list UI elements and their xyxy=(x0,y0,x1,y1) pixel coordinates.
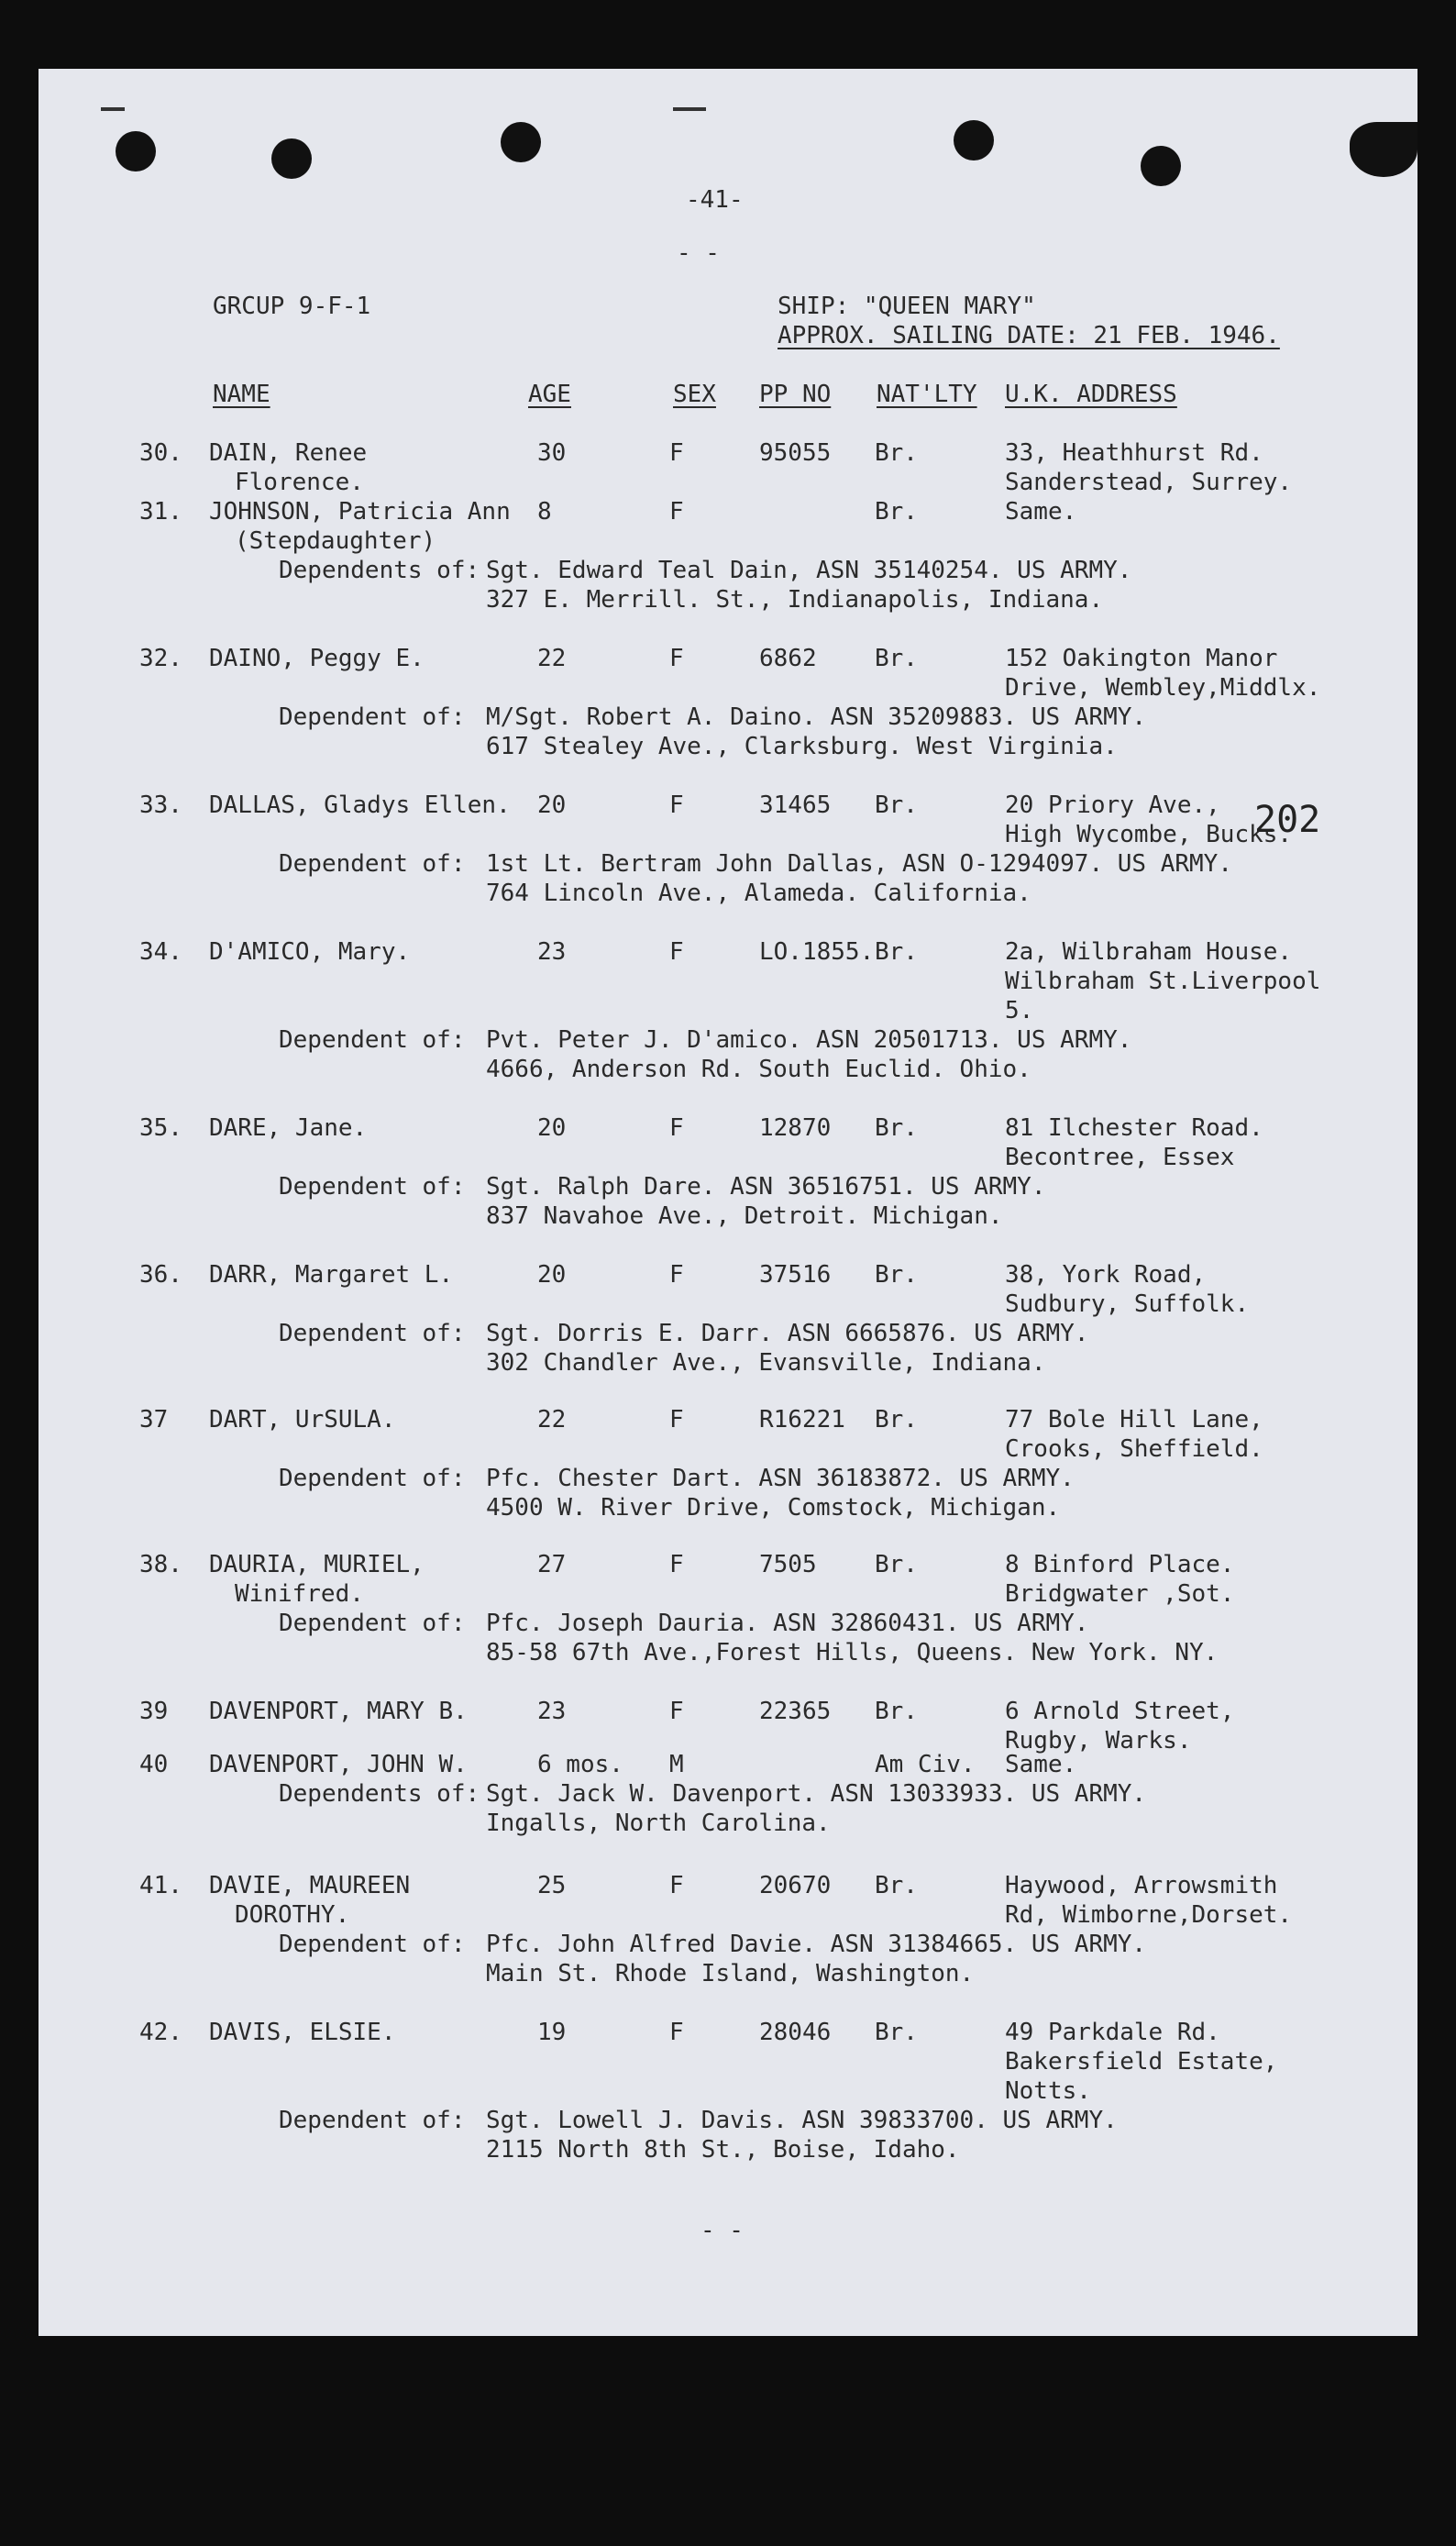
ink-speck xyxy=(101,107,125,111)
punch-hole xyxy=(954,120,994,161)
dependent-label: Dependent of: xyxy=(279,1173,466,1201)
entry-nationality: Br. xyxy=(875,1872,918,1899)
entry-address-line: Haywood, Arrowsmith xyxy=(1005,1872,1278,1899)
entry-address-line: 77 Bole Hill Lane, xyxy=(1005,1406,1263,1434)
entry-passport-no: 20670 xyxy=(759,1872,832,1899)
entry-number: 36. xyxy=(139,1261,182,1289)
dependent-address: 85-58 67th Ave.,Forest Hills, Queens. New York. NY. xyxy=(486,1639,1219,1666)
entry-passport-no: 31465 xyxy=(759,791,832,819)
entry-age: 23 xyxy=(537,938,567,966)
entry-sex: F xyxy=(669,1406,684,1434)
dependent-sponsor: 1st Lt. Bertram John Dallas, ASN O-1294097. US ARMY. xyxy=(486,850,1232,878)
entry-sex: F xyxy=(669,1551,684,1578)
entry-age: 22 xyxy=(537,645,567,672)
entry-passport-no: 95055 xyxy=(759,439,832,467)
entry-nationality: Am Civ. xyxy=(875,1751,976,1778)
punch-hole xyxy=(1141,146,1181,186)
dependent-address: 617 Stealey Ave., Clarksburg. West Virginia. xyxy=(486,733,1118,760)
entry-age: 23 xyxy=(537,1698,567,1725)
entry-sex: F xyxy=(669,645,684,672)
entry-name-continued: (Stepdaughter) xyxy=(235,527,436,555)
dependent-label: Dependent of: xyxy=(279,1931,466,1958)
dependent-address: Ingalls, North Carolina. xyxy=(486,1810,831,1837)
entry-nationality: Br. xyxy=(875,1114,918,1142)
entry-nationality: Br. xyxy=(875,498,918,526)
entry-address-line: Drive, Wembley,Middlx. xyxy=(1005,674,1321,702)
col-nationality: NAT'LTY xyxy=(877,381,977,408)
entry-name: DAVIE, MAUREEN xyxy=(209,1872,411,1899)
entry-age: 25 xyxy=(537,1872,567,1899)
entry-name: DAINO, Peggy E. xyxy=(209,645,425,672)
dependent-label: Dependents of: xyxy=(279,557,480,584)
punch-hole xyxy=(116,131,156,172)
entry-sex: F xyxy=(669,1698,684,1725)
entry-passport-no: R16221 xyxy=(759,1406,845,1434)
page-number: -41- xyxy=(686,186,744,214)
dependent-address: 2115 North 8th St., Boise, Idaho. xyxy=(486,2136,960,2164)
entry-sex: F xyxy=(669,1261,684,1289)
entry-nationality: Br. xyxy=(875,1698,918,1725)
entry-nationality: Br. xyxy=(875,2019,918,2046)
entry-address-line: Sudbury, Suffolk. xyxy=(1005,1290,1250,1318)
entry-address-line: 2a, Wilbraham House. xyxy=(1005,938,1293,966)
entry-address-line: 152 Oakington Manor xyxy=(1005,645,1278,672)
dependent-sponsor: Sgt. Lowell J. Davis. ASN 39833700. US ARMY. xyxy=(486,2107,1118,2134)
torn-corner xyxy=(1350,122,1417,177)
entry-number: 37 xyxy=(139,1406,169,1434)
entry-address-line: 49 Parkdale Rd. xyxy=(1005,2019,1220,2046)
dependent-sponsor: Sgt. Edward Teal Dain, ASN 35140254. US ARMY. xyxy=(486,557,1132,584)
entry-sex: F xyxy=(669,439,684,467)
entry-address-line: Rugby, Warks. xyxy=(1005,1727,1192,1755)
dependent-label: Dependent of: xyxy=(279,1610,466,1637)
entry-sex: F xyxy=(669,2019,684,2046)
dependent-label: Dependents of: xyxy=(279,1780,480,1808)
entry-number: 31. xyxy=(139,498,182,526)
entry-passport-no: LO.1855. xyxy=(759,938,875,966)
col-sex: SEX xyxy=(673,381,716,408)
entry-nationality: Br. xyxy=(875,1406,918,1434)
entry-address-line: Bakersfield Estate, xyxy=(1005,2048,1278,2076)
entry-address-line: High Wycombe, Bucks. xyxy=(1005,821,1293,848)
entry-sex: M xyxy=(669,1751,684,1778)
stamp-number: 202 xyxy=(1254,799,1321,841)
entry-number: 41. xyxy=(139,1872,182,1899)
dependent-sponsor: Sgt. Dorris E. Darr. ASN 6665876. US ARMY. xyxy=(486,1320,1089,1347)
entry-address-line: 33, Heathhurst Rd. xyxy=(1005,439,1263,467)
entry-sex: F xyxy=(669,1114,684,1142)
entry-nationality: Br. xyxy=(875,1261,918,1289)
dependent-sponsor: Pfc. Chester Dart. ASN 36183872. US ARMY. xyxy=(486,1465,1075,1492)
dependent-sponsor: Pfc. John Alfred Davie. ASN 31384665. US ARMY. xyxy=(486,1931,1147,1958)
entry-address-line: Wilbraham St.Liverpool xyxy=(1005,968,1321,995)
entry-number: 33. xyxy=(139,791,182,819)
entry-sex: F xyxy=(669,938,684,966)
entry-number: 30. xyxy=(139,439,182,467)
dependent-address: Main St. Rhode Island, Washington. xyxy=(486,1960,975,1987)
dependent-address: 764 Lincoln Ave., Alameda. California. xyxy=(486,880,1031,907)
ship-label: SHIP: "QUEEN MARY" xyxy=(778,293,1036,320)
dependent-label: Dependent of: xyxy=(279,850,466,878)
entry-address-line: Same. xyxy=(1005,498,1077,526)
entry-name: DARE, Jane. xyxy=(209,1114,368,1142)
entry-name: D'AMICO, Mary. xyxy=(209,938,411,966)
entry-nationality: Br. xyxy=(875,645,918,672)
entry-name: DAVENPORT, MARY B. xyxy=(209,1698,468,1725)
entry-number: 38. xyxy=(139,1551,182,1578)
entry-age: 20 xyxy=(537,1114,567,1142)
page-dash: - - xyxy=(700,2217,744,2244)
entry-nationality: Br. xyxy=(875,791,918,819)
punch-hole xyxy=(271,138,312,179)
dependent-address: 302 Chandler Ave., Evansville, Indiana. xyxy=(486,1349,1046,1377)
col-pp-no: PP NO xyxy=(759,381,832,408)
entry-number: 40 xyxy=(139,1751,169,1778)
col-name: NAME xyxy=(213,381,270,408)
entry-age: 6 mos. xyxy=(537,1751,623,1778)
entry-address-line: 20 Priory Ave., xyxy=(1005,791,1220,819)
entry-sex: F xyxy=(669,1872,684,1899)
dependent-address: 837 Navahoe Ave., Detroit. Michigan. xyxy=(486,1202,1003,1230)
entry-age: 8 xyxy=(537,498,552,526)
dependent-sponsor: Pfc. Joseph Dauria. ASN 32860431. US ARMY. xyxy=(486,1610,1089,1637)
entry-age: 19 xyxy=(537,2019,567,2046)
entry-number: 34. xyxy=(139,938,182,966)
entry-passport-no: 7505 xyxy=(759,1551,817,1578)
dependent-label: Dependent of: xyxy=(279,1320,466,1347)
entry-number: 32. xyxy=(139,645,182,672)
entry-age: 20 xyxy=(537,1261,567,1289)
dependent-sponsor: Sgt. Jack W. Davenport. ASN 13033933. US ARMY. xyxy=(486,1780,1147,1808)
entry-address-line: Same. xyxy=(1005,1751,1077,1778)
entry-number: 42. xyxy=(139,2019,182,2046)
entry-name: DARR, Margaret L. xyxy=(209,1261,454,1289)
dependent-label: Dependent of: xyxy=(279,703,466,731)
entry-age: 30 xyxy=(537,439,567,467)
entry-sex: F xyxy=(669,791,684,819)
entry-name: DAVENPORT, JOHN W. xyxy=(209,1751,468,1778)
entry-address-line: 6 Arnold Street, xyxy=(1005,1698,1235,1725)
entry-address-line: Bridgwater ,Sot. xyxy=(1005,1580,1235,1608)
entry-address-line: Becontree, Essex xyxy=(1005,1144,1235,1171)
entry-passport-no: 37516 xyxy=(759,1261,832,1289)
dependent-label: Dependent of: xyxy=(279,2107,466,2134)
punch-hole xyxy=(501,122,541,162)
entry-address-line: Rd, Wimborne,Dorset. xyxy=(1005,1901,1293,1929)
entry-name-continued: DOROTHY. xyxy=(235,1901,350,1929)
entry-address-line: 81 Ilchester Road. xyxy=(1005,1114,1263,1142)
entry-name: DAIN, Renee xyxy=(209,439,368,467)
dependent-address: 327 E. Merrill. St., Indianapolis, Indiana. xyxy=(486,586,1104,614)
dependent-sponsor: Sgt. Ralph Dare. ASN 36516751. US ARMY. xyxy=(486,1173,1046,1201)
entry-nationality: Br. xyxy=(875,1551,918,1578)
entry-address-line: 8 Binford Place. xyxy=(1005,1551,1235,1578)
entry-age: 27 xyxy=(537,1551,567,1578)
entry-name: DAVIS, ELSIE. xyxy=(209,2019,396,2046)
sailing-date: APPROX. SAILING DATE: 21 FEB. 1946. xyxy=(778,322,1280,349)
entry-name: DART, UrSULA. xyxy=(209,1406,396,1434)
col-age: AGE xyxy=(528,381,571,408)
entry-name: DALLAS, Gladys Ellen. xyxy=(209,791,511,819)
entry-nationality: Br. xyxy=(875,938,918,966)
entry-age: 20 xyxy=(537,791,567,819)
entry-address-line: Crooks, Sheffield. xyxy=(1005,1435,1263,1463)
entry-nationality: Br. xyxy=(875,439,918,467)
entry-address-line: Sanderstead, Surrey. xyxy=(1005,469,1293,496)
entry-name: DAURIA, MURIEL, xyxy=(209,1551,425,1578)
dependent-sponsor: Pvt. Peter J. D'amico. ASN 20501713. US ARMY. xyxy=(486,1026,1132,1054)
entry-address-line: 38, York Road, xyxy=(1005,1261,1207,1289)
dependent-address: 4500 W. River Drive, Comstock, Michigan. xyxy=(486,1494,1061,1522)
ink-speck xyxy=(673,107,706,111)
entry-passport-no: 28046 xyxy=(759,2019,832,2046)
entry-passport-no: 12870 xyxy=(759,1114,832,1142)
entry-name-continued: Winifred. xyxy=(235,1580,364,1608)
dependent-label: Dependent of: xyxy=(279,1465,466,1492)
page-dash: - - xyxy=(677,239,720,267)
entry-age: 22 xyxy=(537,1406,567,1434)
entry-passport-no: 22365 xyxy=(759,1698,832,1725)
dependent-address: 4666, Anderson Rd. South Euclid. Ohio. xyxy=(486,1056,1031,1083)
col-uk-address: U.K. ADDRESS xyxy=(1005,381,1177,408)
entry-address-line: 5. xyxy=(1005,997,1034,1024)
group-label: GRCUP 9-F-1 xyxy=(213,293,371,320)
entry-number: 35. xyxy=(139,1114,182,1142)
entry-name: JOHNSON, Patricia Ann xyxy=(209,498,511,526)
dependent-sponsor: M/Sgt. Robert A. Daino. ASN 35209883. US ARMY. xyxy=(486,703,1147,731)
dependent-label: Dependent of: xyxy=(279,1026,466,1054)
entry-address-line: Notts. xyxy=(1005,2077,1091,2105)
entry-number: 39 xyxy=(139,1698,169,1725)
entry-sex: F xyxy=(669,498,684,526)
entry-passport-no: 6862 xyxy=(759,645,817,672)
entry-name-continued: Florence. xyxy=(235,469,364,496)
